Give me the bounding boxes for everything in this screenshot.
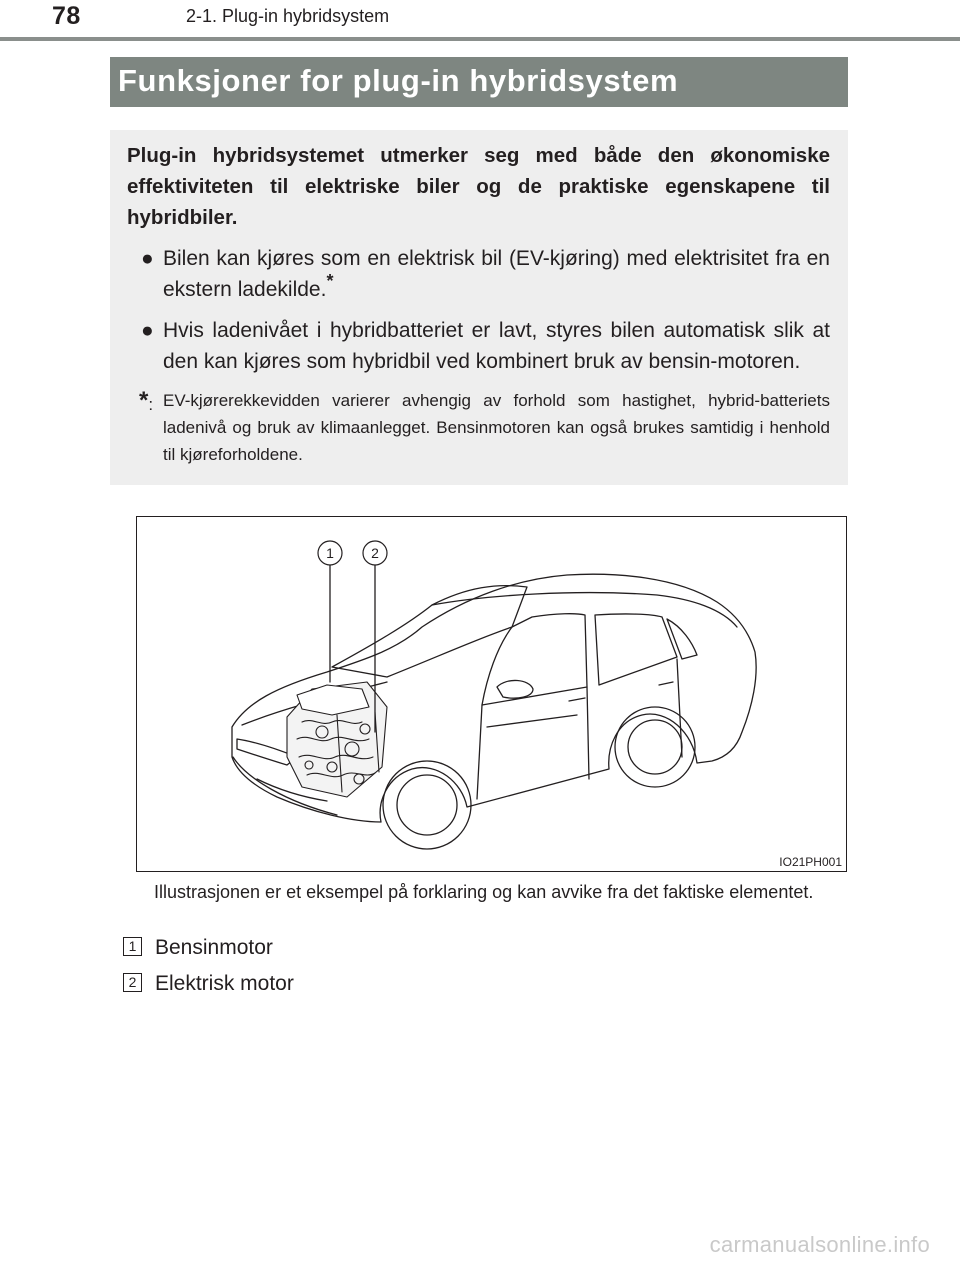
bullet-dot-icon: ● bbox=[141, 247, 154, 270]
front-wheel bbox=[383, 761, 471, 849]
legend-label: Elektrisk motor bbox=[155, 972, 294, 995]
engine-motor-assembly bbox=[287, 682, 387, 797]
figure-caption: Illustrasjonen er et eksempel på forklaring og kan avvike fra det faktiske elementet. bbox=[154, 882, 814, 902]
rear-side-window bbox=[595, 614, 677, 685]
footnote-mark: * bbox=[326, 271, 334, 291]
side-mirror bbox=[497, 680, 533, 698]
bullet-text: Bilen kan kjøres som en elektrisk bil (EV-kjøring) med elektrisitet fra en ekstern ladekilde. bbox=[163, 247, 830, 301]
callout-2-label: 2 bbox=[371, 545, 379, 561]
section-title: 2-1. Plug-in hybridsystem bbox=[186, 6, 390, 26]
intro-box bbox=[110, 130, 848, 485]
callout-1-label: 1 bbox=[326, 545, 334, 561]
windshield bbox=[332, 586, 527, 677]
legend-number-box: 2 bbox=[123, 973, 142, 992]
page-header bbox=[0, 0, 960, 44]
page-title: Funksjoner for plug-in hybridsystem bbox=[110, 57, 848, 107]
car-illustration bbox=[136, 516, 847, 872]
bullet-dot-icon: ● bbox=[141, 319, 154, 342]
footnote-text: EV-kjørerekkevidden varierer avhengig av forhold som hastighet, hybrid-batteriets ladenivå og bruk av klimaanlegget. Bensinmotoren kan også brukes samtidig i henhold til kjøreforholdene. bbox=[163, 391, 830, 464]
page-number: 78 bbox=[52, 2, 81, 30]
front-side-window bbox=[482, 614, 587, 705]
legend-number-box: 1 bbox=[123, 937, 142, 956]
figure-code: IO21PH001 bbox=[779, 855, 842, 869]
intro-text: Plug-in hybridsystemet utmerker seg med både den økonomiske effektiviteten til elektriske biler og de praktiske egenskapene til hybridbiler. bbox=[127, 144, 830, 229]
rear-wheel bbox=[615, 707, 695, 787]
footnote-marker: *: bbox=[139, 387, 154, 414]
watermark: carmanualsonline.info bbox=[709, 1232, 930, 1257]
bullet-text: Hvis ladenivået i hybridbatteriet er lavt, styres bilen automatisk slik at den kan kjøres som hybridbil ved kombinert bruk av bensin-motoren. bbox=[163, 319, 830, 373]
legend-label: Bensinmotor bbox=[155, 936, 273, 959]
header-rule bbox=[0, 37, 960, 41]
bullet-item bbox=[127, 243, 830, 305]
footnote bbox=[127, 387, 830, 468]
bullet-item bbox=[127, 315, 830, 377]
